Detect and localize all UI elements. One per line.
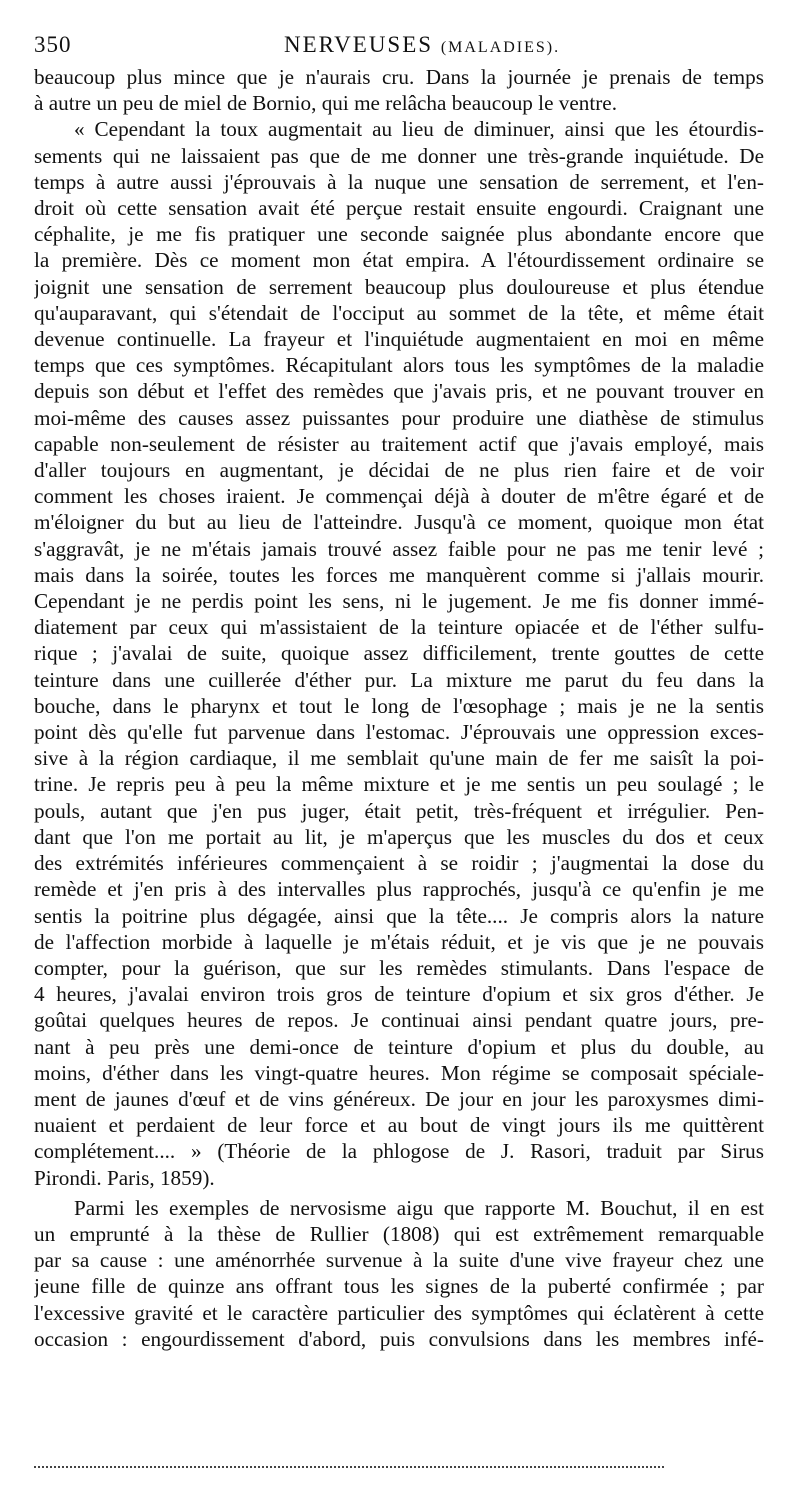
text-line: nant à peu près une demi-once de teinture d'opium et plus du double, au (34, 1034, 764, 1059)
text-line: occasion : engourdissement d'abord, puis convulsions dans les membres infé- (34, 1326, 764, 1351)
body-text (34, 64, 764, 1352)
text-line: s'aggravât, je ne m'étais jamais trouvé assez faible pour ne pas me tenir levé ; (34, 536, 764, 561)
text-line: de l'affection morbide à laquelle je m'étais réduit, et je vis que je ne pouvais (34, 929, 764, 954)
running-head-main: NERVEUSES (284, 32, 434, 57)
text-line: point dès qu'elle fut parvenue dans l'estomac. J'éprouvais une oppression exces- (34, 720, 764, 745)
text-line: teinture dans une cuillerée d'éther pur. La mixture me parut du feu dans la (34, 667, 764, 692)
text-line: comment les choses iraient. Je commençai déjà à douter de m'être égaré et de (34, 484, 764, 509)
text-line: devenue continuelle. La frayeur et l'inquiétude augmentaient en moi en même (34, 327, 764, 352)
text-line: 4 heures, j'avalai environ trois gros de teinture d'opium et six gros d'éther. Je (34, 982, 764, 1007)
running-head-paren: (MALADIES). (440, 39, 561, 56)
page-number: 350 (34, 32, 72, 57)
text-line: compter, pour la guérison, que sur les remèdes stimulants. Dans l'espace de (34, 955, 764, 980)
text-line: moins, d'éther dans les vingt-quatre heures. Mon régime se composait spéciale- (34, 1060, 764, 1085)
text-line: moi-même des causes assez puissantes pour produire une diathèse de stimulus (34, 405, 764, 430)
text-line: droit où cette sensation avait été perçue restait ensuite engourdi. Craignant une (34, 196, 764, 221)
running-head (284, 32, 560, 58)
text-line: rique ; j'avalai de suite, quoique assez difficilement, trente gouttes de cette (34, 641, 764, 666)
text-line: m'éloigner du but au lieu de l'atteindre. Jusqu'à ce moment, quoique mon état (34, 510, 764, 535)
text-line: trine. Je repris peu à peu la même mixture et je me sentis un peu soulagé ; le (34, 772, 764, 797)
text-line: des extrémités inférieures commençaient à se roidir ; j'augmentai la dose du (34, 851, 764, 876)
text-line: beaucoup plus mince que je n'aurais cru. Dans la journée je prenais de temps (34, 65, 764, 89)
text-line: sentis la poitrine plus dégagée, ainsi que la tête.... Je compris alors la nature (34, 903, 764, 928)
text-line: diatement par ceux qui m'assistaient de la teinture opiacée et de l'éther sulfu- (34, 615, 764, 640)
text-line: ment de jaunes d'œuf et de vins généreux. De jour en jour les paroxysmes dimi- (34, 1086, 764, 1111)
text-line: « Cependant la toux augmentait au lieu de diminuer, ainsi que les étourdis- (74, 117, 764, 142)
text-line: jeune fille de quinze ans offrant tous les signes de la puberté confirmée ; par (34, 1274, 764, 1299)
text-line: à autre un peu de miel de Bornio, qui me relâcha beaucoup le ventre. (34, 91, 618, 116)
text-line: remède et j'en pris à des intervalles plus rapprochés, jusqu'à ce qu'enfin je me (34, 877, 764, 902)
text-line: temps à autre aussi j'éprouvais à la nuque une sensation de serrement, et l'en- (34, 169, 764, 194)
text-line: sive à la région cardiaque, il me semblait qu'une main de fer me saisît la poi- (34, 746, 764, 771)
text-line: goûtai quelques heures de repos. Je continuai ainsi pendant quatre jours, pre- (34, 1008, 764, 1033)
footer-dotted-rule (34, 1466, 664, 1468)
text-line: par sa cause : une aménorrhée survenue à la suite d'une vive frayeur chez une (34, 1248, 764, 1273)
text-line: l'excessive gravité et le caractère particulier des symptômes qui éclatèrent à cette (34, 1300, 764, 1325)
text-line: un emprunté à la thèse de Rullier (1808) qui est extrêmement remarquable (34, 1221, 764, 1246)
text-line: d'aller toujours en augmentant, je décidai de ne plus rien faire et de voir (34, 458, 764, 483)
text-line: temps que ces symptômes. Récapitulant alors tous les symptômes de la maladie (34, 353, 764, 378)
text-line: mais dans la soirée, toutes les forces me manquèrent comme si j'allais mourir. (34, 562, 764, 587)
text-line: depuis son début et l'effet des remèdes que j'avais pris, et ne pouvant trouver en (34, 379, 764, 404)
text-line: capable non-seulement de résister au traitement actif que j'avais employé, mais (34, 431, 764, 456)
text-line: nuaient et perdaient de leur force et au bout de vingt jours ils me quittèrent (34, 1113, 764, 1138)
text-line: dant que l'on me portait au lit, je m'aperçus que les muscles du dos et ceux (34, 824, 764, 849)
text-line: pouls, autant que j'en pus juger, était petit, très-fréquent et irrégulier. Pen- (34, 798, 764, 823)
text-line: sements qui ne laissaient pas que de me donner une très-grande inquiétude. De (34, 143, 764, 168)
text-line: la première. Dès ce moment mon état empira. A l'étourdissement ordinaire se (34, 248, 764, 273)
text-line: Parmi les exemples de nervosisme aigu que rapporte M. Bouchut, il en est (74, 1195, 764, 1220)
text-line: qu'auparavant, qui s'étendait de l'occiput au sommet de la tête, et même était (34, 300, 764, 325)
text-line: Cependant je ne perdis point les sens, ni le jugement. Je me fis donner immé- (34, 589, 764, 614)
text-line: céphalite, je me fis pratiquer une seconde saignée plus abondante encore que (34, 222, 764, 247)
text-line: joignit une sensation de serrement beaucoup plus douloureuse et plus étendue (34, 274, 764, 299)
text-line: complétement.... » (Théorie de la phlogose de J. Rasori, traduit par Sirus (34, 1139, 764, 1164)
text-line: Pirondi. Paris, 1859). (34, 1165, 215, 1190)
page-header (34, 28, 770, 64)
text-line: bouche, dans le pharynx et tout le long de l'œsophage ; mais je ne la sentis (34, 693, 764, 718)
